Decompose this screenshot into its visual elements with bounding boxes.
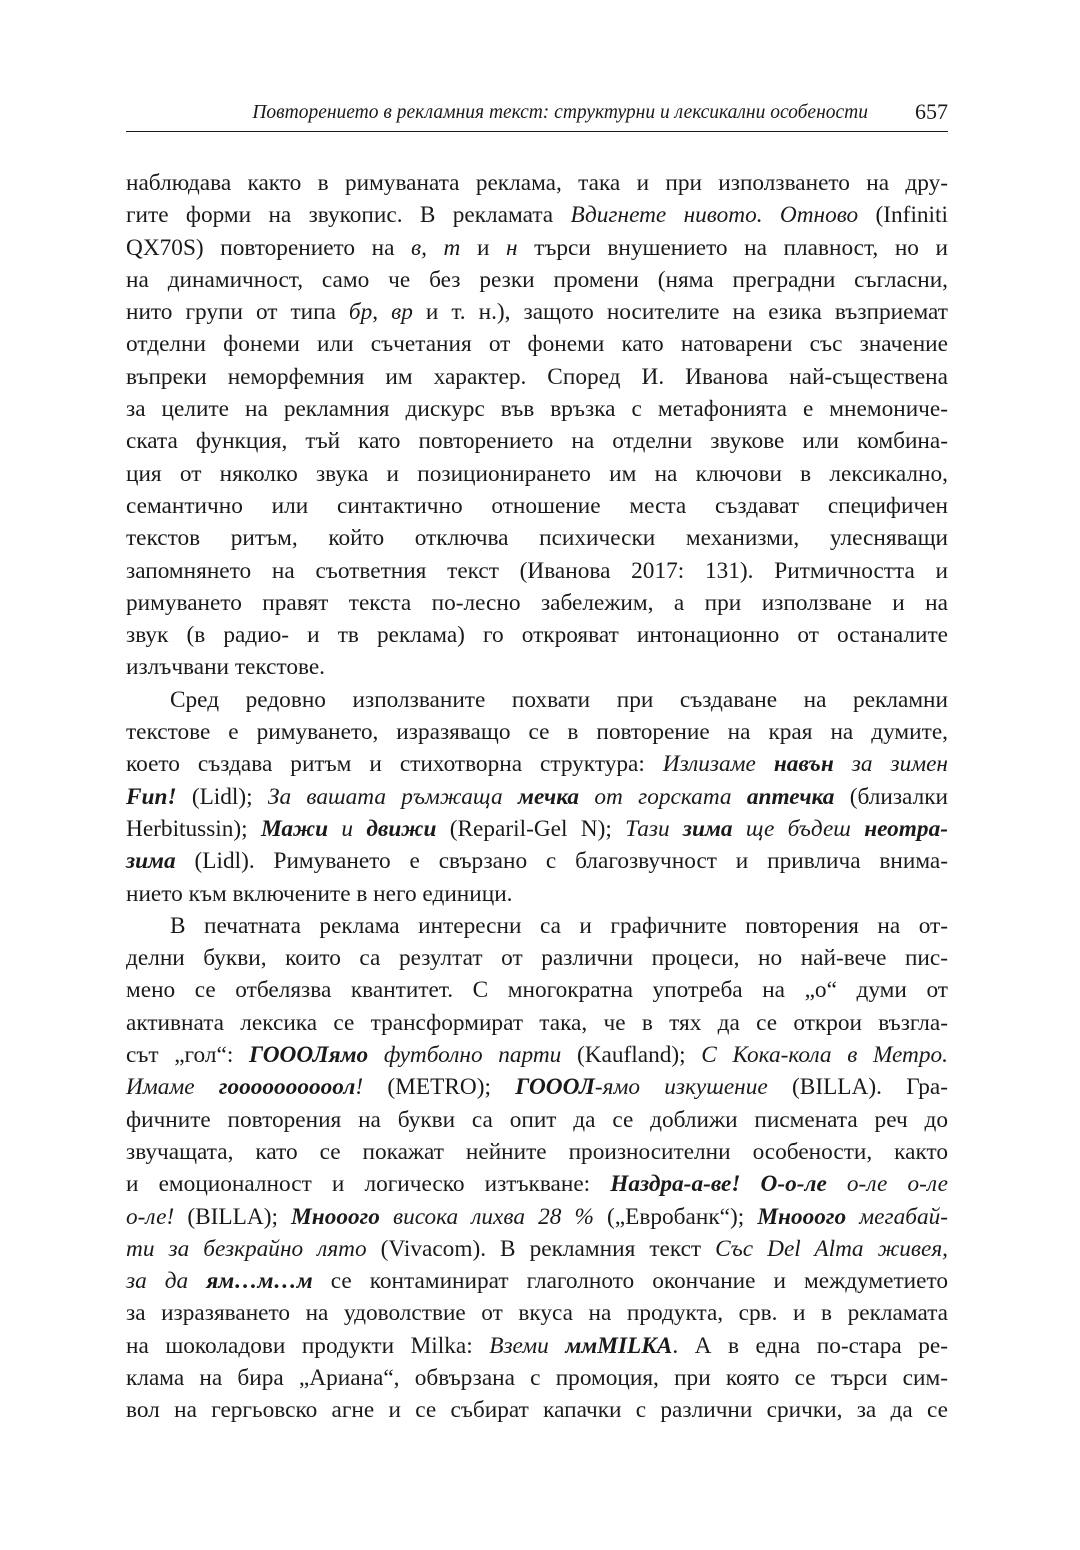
body-line: за целите на рекламния дискурс във връзка с метафонията е мнемониче- [126,396,948,423]
page-number: 657 [915,99,948,124]
body-line: и емоционалност и логическо изтъкване: Наздра-а-ве! О-о-ле о-ле о-ле [126,1171,948,1198]
body-text [126,167,948,1427]
body-line: римуването правят текста по-лесно забележим, а при използване и на [126,589,948,616]
body-line: за да ям…м…м се контаминират глаголното окончание и междуметието [126,1268,948,1295]
body-line: В печатната реклама интересни са и графичните повторения на от- [170,912,948,939]
body-line: активната лексика се трансформират така, че в тях да се открои възгла- [126,1009,948,1036]
body-line: ти за безкрайно лято (Vivacom). В рекламния текст Със Del Alma живея, [126,1235,948,1262]
body-line: текстове е римуването, изразяващо се в повторение на края на думите, [126,719,948,746]
body-line: звук (в радио- и тв реклама) го открояват интонационно от останалите [126,622,948,649]
body-line: което създава ритъм и стихотворна структура: Излизаме навън за зимен [126,751,948,778]
body-line: ската функция, тъй като повторението на отделни звукове или комбина- [126,428,948,455]
body-line: зима (Lidl). Римуването е свързано с благозвучност и привлича внима- [126,848,948,875]
body-line: за изразяването на удоволствие от вкуса на продукта, срв. и в рекламата [126,1300,948,1327]
body-line: Fun! (Lidl); За вашата ръмжаща мечка от горската аптечка (близалки [126,783,949,810]
body-line: Сред редовно използваните похвати при създаване на рекламни [170,686,948,713]
body-line: сът „гол“: ГОООЛямо футболно парти (Kaufland); С Кока-кола в Метро. [126,1042,949,1069]
body-line: клама на бира „Ариана“, обвързана с промоция, при която се търси сим- [126,1364,948,1391]
body-line: отделни фонеми или съчетания от фонеми като натоварени със значение [126,331,948,358]
body-line: делни букви, които са резултат от различни процеси, но най-вече пис- [126,945,948,972]
body-line: мено се отбелязва квантитет. С многократна употреба на „о“ думи от [126,977,948,1004]
body-line: на динамичност, само че без резки промени (няма преградни съгласни, [126,266,948,293]
body-line: о-ле! (BILLA); Мнооого висока лихва 28 % („Евробанк“); Мнооого мегабай- [126,1203,948,1230]
running-header-title: Повторението в рекламния текст: структурни и лексикални особености [252,102,868,123]
body-line: фичните повторения на букви са опит да се доближи писмената реч до [126,1106,948,1133]
body-line: гите форми на звукопис. В рекламата Вдигнете нивото. Отново (Infiniti [126,202,948,229]
body-line: Herbitussin); Мажи и движи (Reparil-Gel N); Тази зима ще бъдеш неотра- [126,815,948,842]
body-line: ция от няколко звука и позиционирането им на ключови в лексикално, [126,460,948,487]
body-line: на шоколадови продукти Milka: Вземи ммMILKA. А в една по-стара ре- [126,1332,948,1359]
body-line: нието към включените в него единици. [126,880,513,907]
running-header [126,98,948,132]
body-line: вол на гергьовско агне и се събират капачки с различни срички, за да се [126,1397,948,1424]
body-line: запомнянето на съответния текст (Иванова 2017: 131). Ритмичността и [126,557,948,584]
body-line: Имаме гоооооооооол! (METRO); ГОООЛ-ямо изкушение (BILLA). Гра- [126,1074,948,1101]
body-line: излъчвани текстове. [126,654,326,681]
body-line: нито групи от типа бр, вр и т. н.), защото носителите на езика възприемат [126,299,948,326]
body-line: семантично или синтактично отношение места създават специфичен [126,492,948,519]
body-line: QX70S) повторението на в, т и н търси внушението на плавност, но и [126,234,948,261]
body-line: текстов ритъм, който отключва психически механизми, улесняващи [126,525,948,552]
body-line: наблюдава както в римуваната реклама, така и при използването на дру- [126,170,948,196]
body-line: звучащата, като се покажат нейните произносителни особености, както [126,1138,948,1165]
body-line: въпреки неморфемния им характер. Според И. Иванова най-съществена [126,363,948,390]
